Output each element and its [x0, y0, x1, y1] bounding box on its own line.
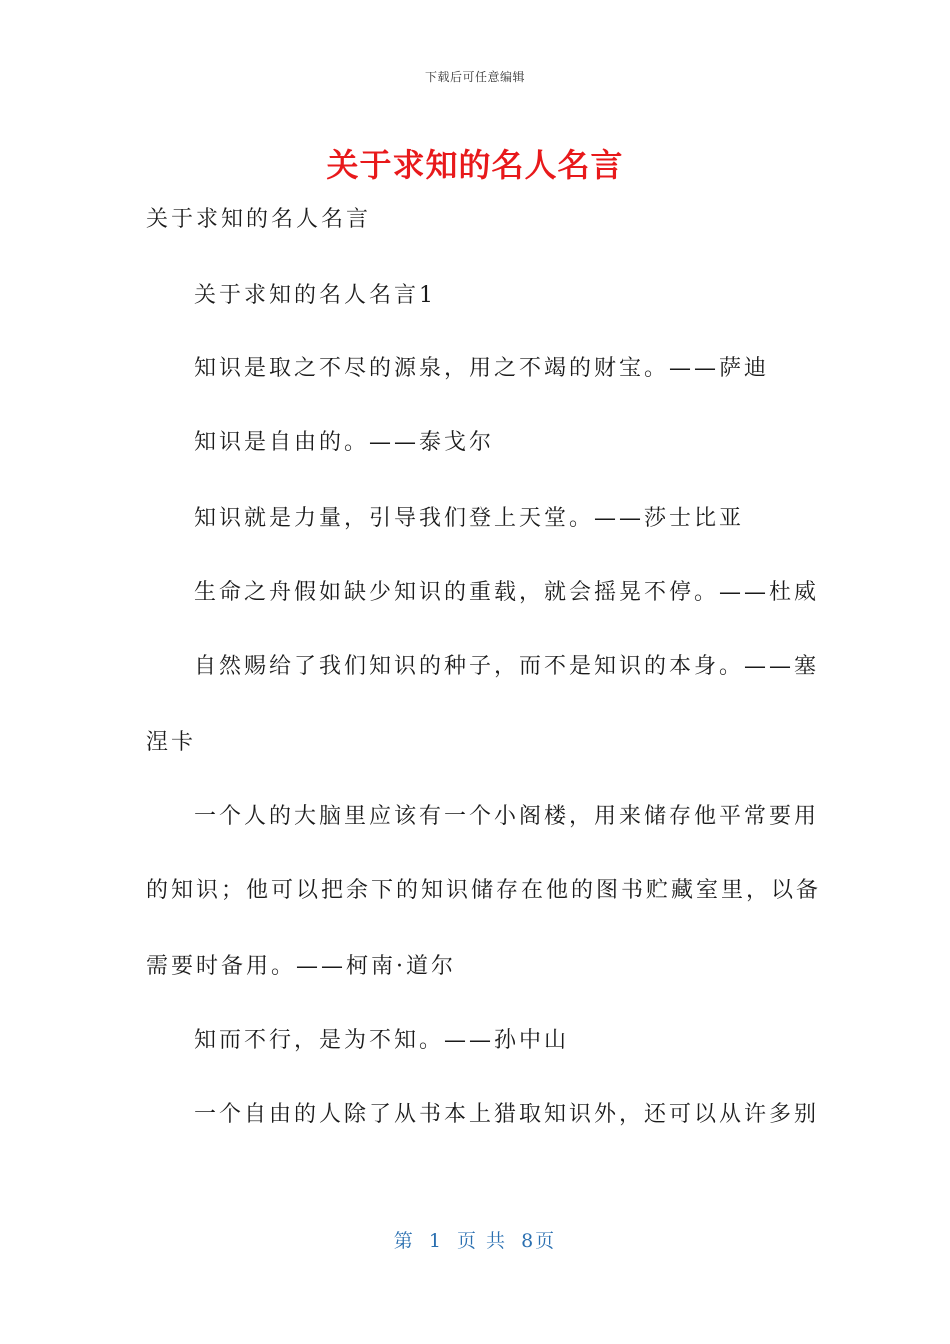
footer-prefix: 第 [393, 1230, 415, 1252]
document-title: 关于求知的名人名言 [326, 146, 624, 184]
footer-middle: 页 共 [457, 1230, 508, 1252]
paragraph-line: 知识就是力量，引导我们登上天堂。——莎士比亚 [194, 506, 745, 531]
paragraph-line: 的知识；他可以把余下的知识储存在他的图书贮藏室里，以备 [146, 878, 822, 903]
paragraph-line: 知识是取之不尽的源泉，用之不竭的财宝。——萨迪 [194, 356, 770, 381]
page-footer [0, 1226, 950, 1253]
paragraph-line: 知而不行，是为不知。——孙中山 [194, 1028, 570, 1053]
section-title: 关于求知的名人名言1 [194, 283, 436, 308]
paragraph-line: 一个自由的人除了从书本上猎取知识外，还可以从许多别 [194, 1102, 820, 1127]
footer-total: 8页 [521, 1230, 557, 1252]
paragraph-line: 知识是自由的。——泰戈尔 [194, 430, 495, 455]
paragraph-line: 一个人的大脑里应该有一个小阁楼，用来储存他平常要用 [194, 804, 820, 829]
paragraph-line: 生命之舟假如缺少知识的重载，就会摇晃不停。——杜威 [194, 580, 820, 605]
paragraph-line: 需要时备用。——柯南·道尔 [146, 954, 456, 979]
body-heading: 关于求知的名人名言 [146, 207, 372, 232]
header-note: 下载后可任意编辑 [424, 70, 525, 84]
paragraph-line: 涅卡 [146, 730, 197, 755]
footer-page-number: 1 [428, 1230, 443, 1252]
paragraph-line: 自然赐给了我们知识的种子，而不是知识的本身。——塞 [194, 654, 820, 679]
